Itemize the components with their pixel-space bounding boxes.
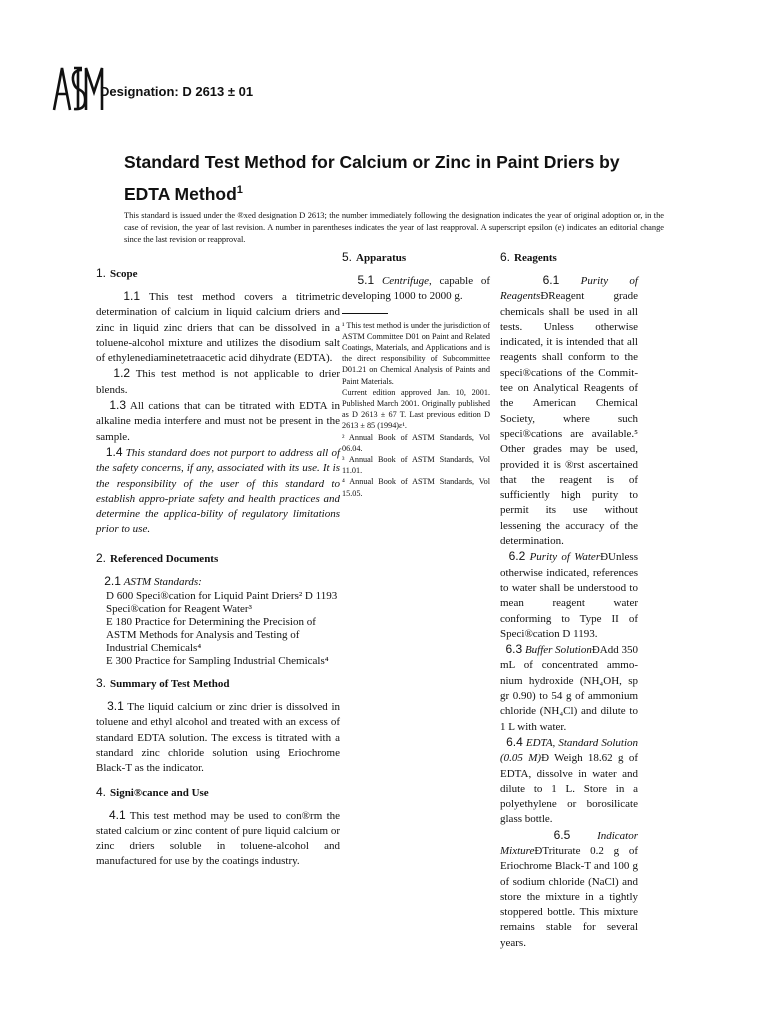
- scope-1-3: 1.3 All cations that can be titrated with EDTA in alkaline media interfere and must not be present in the sample.: [96, 398, 340, 443]
- scope-1-4: 1.4 This standard does not purport to address all of the safety concerns, if any, associated with its use. It is the responsibility of the user of this standard to establish appro-priate safety and health practices and determine the applica-bility of regulatory limitations prior to use.: [96, 444, 341, 536]
- referenced-2-1: 2.1 ASTM Standards:: [104, 573, 202, 588]
- title-footnote-marker: 1: [236, 184, 243, 196]
- reagents-6-5: 6.5 Indicator MixtureÐTriturate 0.2 g of Eriochrome Black-T and 100 g of sodium chloride (NaCl) and store the mixture in a tightly stoppered bottle. This mixture remains stable for several years.: [500, 827, 639, 949]
- ref-item-e180: E 180 Practice for Determining the Precision of ASTM Methods for Analysis and Testing of Industrial Chemicals⁴: [106, 616, 316, 655]
- section-apparatus-heading: 5. Apparatus: [342, 250, 407, 264]
- section-referenced-heading: 2. Referenced Documents: [96, 550, 219, 565]
- ref-item-e300: E 300 Practice for Sampling Industrial Chemicals⁴: [106, 655, 329, 668]
- section-scope-heading: 1. Scope: [96, 266, 138, 280]
- standard-notice: This standard is issued under the ®xed designation D 2613; the number immediately following the designation indicates the year of original adoption or, in the case of revision, the year of last revision. A number in parentheses indicates the year of last reapproval. A superscript epsilon (e) indicates an editorial change since the last revision or reapproval.: [124, 211, 664, 244]
- document-title: [124, 148, 664, 208]
- ref-item-d600: D 600 Speci®cation for Liquid Paint Driers² D 1193 Speci®cation for Reagent Water³: [106, 590, 338, 616]
- footnote-1b: Current edition approved Jan. 10, 2001. Published March 2001. Originally published as D 2613 ± 67 T. Last previous edition D 2613 ± 85 (1994)ε¹.: [342, 387, 490, 431]
- reagents-6-1: 6.1 Purity of ReagentsÐReagent grade chemicals shall be used in all tests. Unless otherwise indicated, it is intended that all reagents shall conform to the speci®cations of the Commit-tee on Analytical Reagents of the American Chemical Society, where such speci®cations are available.⁵ Other grades may be used, provided it is ®rst ascertained that the reagent is of sufficiently high purity to permit its use without lessening the accuracy of the determination.: [500, 273, 638, 548]
- reagents-6-4: 6.4 EDTA, Standard Solution (0.05 M)Ð Weigh 18.62 g of EDTA, dissolve in water and dilute to 1 L. Store in a polyethylene or borosilicate glass bottle.: [500, 734, 639, 826]
- apparatus-5-1: 5.1 Centrifuge, capable of developing 1000 to 2000 g.: [342, 273, 490, 303]
- column-right: [500, 250, 638, 951]
- scope-1-1: 1.1 This test method covers a titrimetric determination of calcium in liquid calcium driers and zinc in liquid zinc driers that can be dissolved in a toluene-alcohol mixture and utilizes the disodium salt of ethylenediaminetetraacetic acid dihydrate (EDTA).: [96, 289, 341, 365]
- footnote-4: ⁴ Annual Book of ASTM Standards, Vol 15.05.: [342, 477, 490, 498]
- section-summary-heading: 3. Summary of Test Method: [96, 676, 230, 691]
- significance-4-1: 4.1 This test method may be used to con®rm the stated calcium or zinc content of pure liquid calcium or zinc driers soluble in toluene-alcohol and manufactured for use by the coatings industry.: [96, 807, 341, 868]
- footnote-divider: [342, 313, 388, 314]
- astm-logo: [52, 66, 104, 112]
- section-significance-heading: 4. Signi®cance and Use: [96, 784, 209, 799]
- designation: Designation: D 2613 ± 01: [100, 84, 254, 99]
- column-middle: [342, 250, 490, 499]
- section-reagents-heading: 6. Reagents: [500, 250, 557, 264]
- footnote-2: ² Annual Book of ASTM Standards, Vol 06.04.: [342, 432, 490, 453]
- reagents-6-3: 6.3 Buffer SolutionÐAdd 350 mL of concentrated ammo-nium hydroxide (NH₄OH, sp gr 0.90) to 54 g of ammonium chloride (NH₄Cl) and dilute to 1 L with water.: [500, 642, 638, 733]
- scope-1-2: 1.2 This test method is not applicable to drier blends.: [96, 366, 340, 396]
- summary-3-1: 3.1 The liquid calcium or zinc drier is dissolved in toluene and ethyl alcohol and treated with an excess of standard EDTA solution. The excess is titrated with a standard zinc chloride solution using Eriochrome Black-T as the indicator.: [96, 699, 341, 775]
- title-text: Standard Test Method for Calcium or Zinc in Paint Driers by EDTA Method: [124, 152, 620, 204]
- footnote-1: ¹ This test method is under the jurisdiction of ASTM Committee D01 on Paint and Related Coatings, Materials, and Applications and is the direct responsibility of Subcommittee D01.21 on Chemical Analysis of Paints and Paint Materials.: [342, 320, 490, 386]
- column-left: [96, 266, 340, 870]
- reagents-6-2: 6.2 Purity of WaterÐUnless otherwise indicated, references to water shall be understood to mean reagent water conforming to Type II of Speci®cation D 1193.: [500, 549, 638, 640]
- footnote-3: ³ Annual Book of ASTM Standards, Vol 11.01.: [342, 455, 490, 476]
